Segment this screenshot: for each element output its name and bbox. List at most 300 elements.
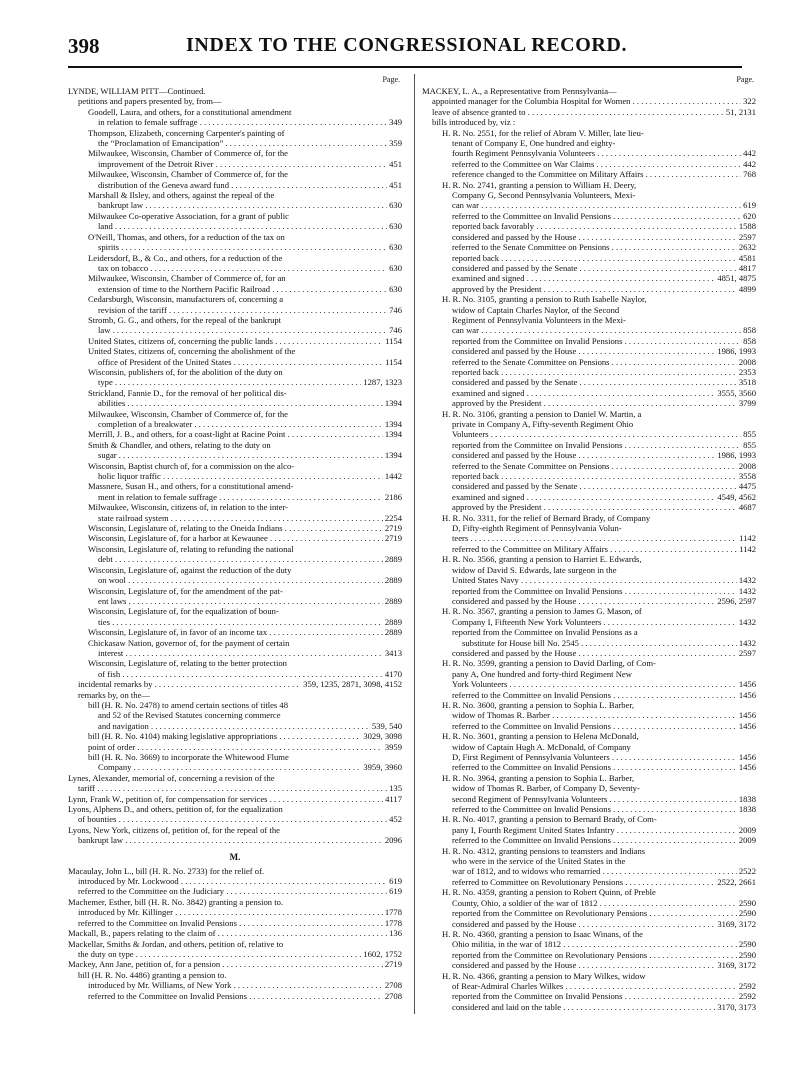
entry-text-line: referred to the Committee on Invalid Pensions . . . xyxy=(422,690,756,700)
entry-text-line: distribution of the Geneva award fund . . . xyxy=(68,180,402,190)
index-entry xyxy=(422,617,756,627)
page-reference: 4117 xyxy=(385,793,402,804)
entry-text-line: Cedarsburgh, Wisconsin, manufacturers of, concerning a xyxy=(88,294,284,305)
page-reference: 1456 xyxy=(738,710,756,721)
index-entry xyxy=(68,918,402,928)
entry-text-line: of Rear-Admiral Charles Wilkes . . . xyxy=(422,981,756,991)
index-entry xyxy=(422,804,756,814)
entry-text-line: introduced by Mr. Killinger . . . xyxy=(68,907,402,917)
index-entry xyxy=(422,263,756,273)
entry-text-line: substitute for House bill No. 2545 . . . xyxy=(422,638,756,648)
entry-text-line: considered and passed by the House . . . xyxy=(422,596,756,606)
entry-text-line: land . . . xyxy=(68,221,402,231)
page-reference: 2889 xyxy=(384,616,402,627)
page-reference: 1394 xyxy=(384,429,402,440)
page-reference: 1456 xyxy=(738,762,756,773)
entry-text-line: H. R. No. 3567, granting a pension to James G. Mason, of xyxy=(442,606,642,617)
entry-text-line: O'Neill, Thomas, and others, for a reduction of the tax on xyxy=(88,231,285,242)
index-entry xyxy=(422,502,756,512)
index-entry xyxy=(422,481,756,491)
entry-text-line: MACKEY, L. A., a Representative from Pennsylvania— xyxy=(422,86,617,96)
entry-text-line: Wisconsin, Baptist church of, for a commission on the alco- xyxy=(88,460,295,471)
page-reference: 451 xyxy=(389,179,402,190)
page-reference: 1838 xyxy=(738,793,756,804)
index-entry xyxy=(422,544,756,554)
page-reference: 746 xyxy=(389,304,402,315)
entry-text-line: petitions and papers presented by, from— xyxy=(78,96,222,107)
page-reference: 135 xyxy=(389,783,402,794)
page-reference: 2708 xyxy=(384,990,402,1001)
index-entry xyxy=(68,523,402,533)
index-entry xyxy=(422,377,756,387)
entry-text-line: state railroad system . . . xyxy=(68,513,402,523)
index-entry xyxy=(68,325,402,335)
index-entry xyxy=(68,200,402,210)
page-number: 398 xyxy=(68,34,100,58)
page-reference: 1986, 1993 xyxy=(717,450,756,461)
index-entry xyxy=(68,742,402,752)
page-reference: 2008 xyxy=(738,356,756,367)
entry-text-line: Massnere, Susan H., and others, for a constitutional amend- xyxy=(88,481,294,492)
page-reference: 619 xyxy=(389,886,402,897)
index-entry xyxy=(68,690,402,700)
entry-text-line: approved by the President . . . xyxy=(422,398,756,408)
entry-text-line: reported from the Committee on Invalid Pensions . . . xyxy=(422,991,756,1001)
entry-text-line: H. R. No. 3105, granting a pension to Ruth Isabelle Naylor, xyxy=(442,294,647,305)
index-entry xyxy=(68,242,402,252)
entry-text-line: H. R. No. 4366, granting a pension to Mary Wilkes, widow xyxy=(442,970,646,981)
page-reference: 620 xyxy=(743,210,756,221)
index-entry xyxy=(68,86,402,96)
entry-text-line: office of President of the United States . . . xyxy=(68,357,402,367)
page-reference: 2889 xyxy=(384,575,402,586)
page-reference: 1287, 1323 xyxy=(363,377,402,388)
index-entry xyxy=(422,471,756,481)
entry-text-line: law . . . xyxy=(68,325,402,335)
entry-text-line: revision of the tariff . . . xyxy=(68,305,402,315)
page-reference: 3799 xyxy=(738,398,756,409)
entry-text-line: bill (H. R. No. 3669) to incorporate the Whitewood Flume xyxy=(88,752,289,762)
entry-text-line: and 52 of the Revised Statutes concerning commerce xyxy=(98,710,281,721)
entry-text-line: widow of David S. Edwards, late surgeon in the xyxy=(452,564,617,575)
entry-text-line: interest . . . xyxy=(68,648,402,658)
index-entry xyxy=(68,554,402,564)
index-entry xyxy=(422,346,756,356)
index-entry xyxy=(422,429,756,439)
entry-text-line: H. R. No. 3106, granting a pension to Daniel W. Martin, a xyxy=(442,408,642,419)
entry-text-line: on wool . . . xyxy=(68,575,402,585)
entry-text-line: ties . . . xyxy=(68,617,402,627)
page-reference: 768 xyxy=(743,169,756,180)
page-header xyxy=(68,32,742,64)
entry-text-line: referred to the Committee on Invalid Pensions . . . xyxy=(68,991,402,1001)
entry-text-line: widow of Thomas R. Barber, of Company D, Seventy- xyxy=(452,783,640,794)
index-entry xyxy=(68,876,402,886)
entry-text-line: second Regiment of Pennsylvania Volunteers . . . xyxy=(422,794,756,804)
entry-text-line: Goodell, Laura, and others, for a constitutional amendment xyxy=(88,106,292,117)
page-reference: 2353 xyxy=(738,366,756,377)
index-entry xyxy=(422,232,756,242)
page-reference: 451 xyxy=(389,158,402,169)
entry-text-line: of bounties . . . xyxy=(68,814,402,824)
entry-text-line: Wisconsin, Legislature of, relating to the better protection xyxy=(88,658,287,669)
index-entry xyxy=(68,138,402,148)
entry-text-line: bill (H. R. No. 4104) making legislative appropriations . . . xyxy=(68,731,402,741)
page-reference: 4687 xyxy=(738,502,756,513)
entry-text-line: tenant of Company E, One hundred and eighty- xyxy=(452,138,616,149)
entry-text-line: considered and passed by the Senate . . . xyxy=(422,263,756,273)
entry-text-line: Milwaukee Co-operative Association, for a grant of public xyxy=(88,210,289,221)
entry-text-line: Wisconsin, publishers of, for the abolition of the duty on xyxy=(88,366,283,377)
entry-text-line: point of order . . . xyxy=(68,742,402,752)
page-reference: 2592 xyxy=(738,991,756,1002)
index-entry xyxy=(422,690,756,700)
entry-text-line: H. R. No. 4312, granting pensions to teamsters and Indians xyxy=(442,845,646,856)
entry-text-line: Strickland, Fannie D., for the removal of her political dis- xyxy=(88,387,287,398)
entry-text-line: reported from the Committee on Invalid Pensions as a xyxy=(452,627,638,638)
index-entry xyxy=(422,721,756,731)
entry-text-line: Milwaukee, Wisconsin, Chamber of Commerce of, for the xyxy=(88,148,288,159)
page-reference: 2590 xyxy=(738,939,756,950)
entry-text-line: H. R. No. 3566, granting a pension to Harriet E. Edwards, xyxy=(442,554,642,565)
page-reference: 452 xyxy=(389,814,402,825)
index-entry xyxy=(422,388,756,398)
entry-text-line: pany I, Fourth Regiment United States Infantry . . . xyxy=(422,825,756,835)
entry-text-line: sugar . . . xyxy=(68,450,402,460)
index-entry xyxy=(68,284,402,294)
page-reference: 4817 xyxy=(738,262,756,273)
entry-text-line: ment in relation to female suffrage . . . xyxy=(68,492,402,502)
entry-text-line: considered and passed by the House . . . xyxy=(422,450,756,460)
entry-text-line: can war . . . xyxy=(422,200,756,210)
index-entry xyxy=(422,898,756,908)
page-column-label: Page. xyxy=(382,75,400,84)
index-entry xyxy=(422,398,756,408)
header-rule xyxy=(68,66,742,68)
entry-text-line: H. R. No. 4360, granting a pension to Isaac Winans, of the xyxy=(442,928,643,939)
entry-text-line: referred to the Committee on Invalid Pensions . . . xyxy=(422,804,756,814)
index-entry xyxy=(68,794,402,804)
index-entry xyxy=(68,980,402,990)
entry-text-line: pany A, One hundred and forty-third Regiment New xyxy=(452,668,632,679)
entry-text-line: H. R. No. 2741, granting a pension to William H. Deery, xyxy=(442,179,637,190)
page-reference: 1142 xyxy=(739,533,756,544)
entry-text-line: considered and passed by the Senate . . . xyxy=(422,481,756,491)
index-entry xyxy=(68,305,402,315)
entry-text-line: incidental remarks by . . . xyxy=(68,679,402,689)
page-reference: 3558 xyxy=(738,471,756,482)
page-reference: 1986, 1993 xyxy=(717,346,756,357)
index-entry xyxy=(68,835,402,845)
index-entry xyxy=(422,648,756,658)
entry-text-line: who were in the service of the United States in the xyxy=(452,856,626,867)
index-entry xyxy=(68,575,402,585)
entry-text-line: in relation to female suffrage . . . xyxy=(68,117,402,127)
index-entry xyxy=(422,908,756,918)
index-entry xyxy=(68,533,402,543)
entry-text-line: bills introduced by, viz : xyxy=(432,117,516,128)
page-reference: 2597 xyxy=(738,231,756,242)
page-reference: 4581 xyxy=(738,252,756,263)
entry-text-line: Milwaukee, Wisconsin, citizens of, in relation to the inter- xyxy=(88,502,289,513)
page-reference: 442 xyxy=(743,158,756,169)
entry-text-line: Company I, Fifteenth New York Volunteers . . . xyxy=(422,617,756,627)
entry-text-line: completion of a breakwater . . . xyxy=(68,419,402,429)
index-entry xyxy=(422,461,756,471)
entry-text-line: examined and signed . . . xyxy=(422,388,756,398)
entry-text-line: considered and passed by the House . . . xyxy=(422,232,756,242)
page-reference: 1456 xyxy=(738,720,756,731)
page-reference: 4549, 4562 xyxy=(717,491,756,502)
page-reference: 322 xyxy=(743,96,756,107)
entry-text-line: Wisconsin, Legislature of, against the reduction of the duty xyxy=(88,564,292,575)
entry-text-line: H. R. No. 3964, granting a pension to Sophia L. Barber, xyxy=(442,772,635,783)
entry-text-line: Marshall & Ilsley, and others, against the repeal of the xyxy=(88,190,275,201)
entry-text-line: Leidersdorf, B., & Co., and others, for a reduction of the xyxy=(88,252,283,263)
page-reference: 3555, 3560 xyxy=(717,387,756,398)
entry-text-line: Wisconsin, Legislature of, for the equalization of boun- xyxy=(88,606,279,617)
entry-text-line: Mackellar, Smiths & Jordan, and others, petition of, relative to xyxy=(68,938,284,949)
page-reference: 3518 xyxy=(738,377,756,388)
entry-text-line: fourth Regiment Pennsylvania Volunteers . . . xyxy=(422,148,756,158)
entry-text-line: widow of Captain Charles Naylor, of the Second xyxy=(452,304,620,315)
page-reference: 51, 2131 xyxy=(725,106,756,117)
page-reference: 2590 xyxy=(738,949,756,960)
index-entry xyxy=(422,492,756,502)
entry-text-line: York Volunteers . . . xyxy=(422,679,756,689)
entry-text-line: reported from the Committee on Invalid Pensions . . . xyxy=(422,336,756,346)
index-entry xyxy=(68,627,402,637)
entry-text-line: considered and passed by the Senate . . . xyxy=(422,377,756,387)
entry-text-line: Ohio militia, in the war of 1812 . . . xyxy=(422,939,756,949)
index-entry xyxy=(422,169,756,179)
page-reference: 2522, 2661 xyxy=(717,876,756,887)
page-reference: 1154 xyxy=(385,335,402,346)
index-entry xyxy=(68,991,402,1001)
index-entry xyxy=(68,117,402,127)
entry-text-line: introduced by Mr. Lockwood . . . xyxy=(68,876,402,886)
page-reference: 3170, 3173 xyxy=(717,1001,756,1012)
index-entry xyxy=(422,919,756,929)
page-reference: 619 xyxy=(389,876,402,887)
page-reference: 2009 xyxy=(738,835,756,846)
page-reference: 3959, 3960 xyxy=(363,762,402,773)
page-reference: 630 xyxy=(389,200,402,211)
index-entry xyxy=(68,721,402,731)
page-reference: 855 xyxy=(743,439,756,450)
index-entry xyxy=(422,440,756,450)
index-entry xyxy=(422,367,756,377)
page-reference: 3169, 3172 xyxy=(717,918,756,929)
index-entry xyxy=(422,200,756,210)
index-entry xyxy=(68,814,402,824)
page-reference: 2719 xyxy=(384,533,402,544)
entry-text-line: type . . . xyxy=(68,377,402,387)
entry-text-line: Wisconsin, Legislature of, for the amendment of the pat- xyxy=(88,585,283,596)
entry-text-line: H. R. No. 3311, for the relief of Bernard Brady, of Company xyxy=(442,512,651,523)
entry-text-line: introduced by Mr. Williams, of New York . . . xyxy=(68,980,402,990)
entry-text-line: referred to the Committee on Invalid Pensions . . . xyxy=(422,835,756,845)
page-reference: 349 xyxy=(389,117,402,128)
entry-text-line: Smith & Chandler, and others, relating to the duty on xyxy=(88,439,271,450)
page-reference: 1394 xyxy=(384,419,402,429)
index-entry xyxy=(68,96,402,106)
page-reference: 3169, 3172 xyxy=(717,960,756,971)
page-reference: 2590 xyxy=(738,897,756,908)
index-entry xyxy=(422,148,756,158)
index-entry xyxy=(68,648,402,658)
entry-text-line: referred to the Committee on Invalid Pensions . . . xyxy=(422,762,756,772)
entry-text-line: H. R. No. 4017, granting a pension to Bernard Brady, of Com- xyxy=(442,814,657,825)
entry-text-line: Lynn, Frank W., petition of, for compensation for services . . . xyxy=(68,794,402,804)
index-entry xyxy=(422,242,756,252)
entry-text-line: considered and passed by the House . . . xyxy=(422,346,756,356)
index-entry xyxy=(68,928,402,938)
page-reference: 4475 xyxy=(738,481,756,492)
entry-text-line: referred to the Committee on Invalid Pensions . . . xyxy=(422,721,756,731)
entry-text-line: Regiment of Pennsylvania Volunteers in the Mexi- xyxy=(452,314,626,325)
entry-text-line: United States, citizens of, concerning the abolishment of the xyxy=(88,346,296,357)
index-entry xyxy=(422,96,756,106)
entry-text-line: Wisconsin, Legislature of, in favor of an income tax . . . xyxy=(68,627,402,637)
index-entry xyxy=(68,429,402,439)
page-reference: 1456 xyxy=(738,689,756,700)
index-entry xyxy=(422,221,756,231)
index-entry xyxy=(422,752,756,762)
entry-text-line: Wisconsin, Legislature of, relating to the Oneida Indians . . . xyxy=(68,523,402,533)
entry-text-line: bankrupt law . . . xyxy=(68,200,402,210)
index-entry xyxy=(68,159,402,169)
page-reference: 855 xyxy=(743,429,756,440)
page-reference: 630 xyxy=(389,242,402,253)
index-entry xyxy=(68,377,402,387)
index-entry xyxy=(422,877,756,887)
entry-text-line: considered and passed by the House . . . xyxy=(422,960,756,970)
entry-text-line: tax on tobacco . . . xyxy=(68,263,402,273)
page-reference: 1778 xyxy=(384,917,402,928)
index-entry xyxy=(422,866,756,876)
page-reference: 539, 540 xyxy=(371,720,402,731)
entry-text-line: of fish . . . xyxy=(68,669,402,679)
page-reference: 3959 xyxy=(384,741,402,752)
index-entry xyxy=(68,617,402,627)
page-reference: 359 xyxy=(389,138,402,149)
page-reference: 2592 xyxy=(738,980,756,991)
page-reference: 1142 xyxy=(739,543,756,554)
index-entry xyxy=(68,731,402,741)
entry-text-line: Company G, Second Pennsylvania Volunteers, Mexi- xyxy=(452,190,636,201)
index-entry xyxy=(68,263,402,273)
page-reference: 1456 xyxy=(738,752,756,762)
page-column-label: Page. xyxy=(736,75,754,84)
entry-text-line: Wisconsin, Legislature of, relating to refunding the national xyxy=(88,543,294,554)
index-entry xyxy=(422,638,756,648)
entry-text-line: remarks by, on the— xyxy=(78,689,150,700)
index-entry xyxy=(68,907,402,917)
index-entry xyxy=(68,492,402,502)
entry-text-line: H. R. No. 3600, granting a pension to Sophia L. Barber, xyxy=(442,699,635,710)
entry-text-line: improvement of the Detroit River . . . xyxy=(68,159,402,169)
index-entry xyxy=(68,783,402,793)
entry-text-line: considered and laid on the table . . . xyxy=(422,1002,756,1012)
page-reference: 858 xyxy=(743,325,756,336)
entry-text-line: considered and passed by the House . . . xyxy=(422,919,756,929)
page-title: INDEX TO THE CONGRESSIONAL RECORD. xyxy=(186,34,628,56)
entry-text-line: reported from the Committee on Revolutionary Pensions . . . xyxy=(422,950,756,960)
page-reference: 2708 xyxy=(384,980,402,991)
index-entry xyxy=(422,86,756,96)
entry-text-line: approved by the President . . . xyxy=(422,284,756,294)
index-entry xyxy=(68,513,402,523)
entry-text-line: referred to the Committee on Invalid Pensions . . . xyxy=(422,211,756,221)
page-reference: 359, 1235, 2871, 3098, 4152 xyxy=(303,679,402,690)
index-entry xyxy=(422,336,756,346)
entry-text-line: Company . . . xyxy=(68,762,402,772)
entry-text-line: Wisconsin, Legislature of, for a harbor at Kewaunee . . . xyxy=(68,533,402,543)
entry-text-line: Chickasaw Nation, governor of, for the payment of certain xyxy=(88,637,290,648)
page-reference: 2719 xyxy=(384,523,402,534)
index-entry xyxy=(68,970,402,980)
page-reference: 2590 xyxy=(738,908,756,919)
entry-text-line: United States, citizens of, concerning the public lands . . . xyxy=(68,336,402,346)
index-entry xyxy=(68,336,402,346)
index-entry xyxy=(422,825,756,835)
index-entry xyxy=(422,107,756,117)
index-entry xyxy=(422,159,756,169)
entry-text-line: referred to Committee on Revolutionary Pensions . . . xyxy=(422,877,756,887)
entry-text-line: Stromb, G. G., and others, for the repeal of the bankrupt xyxy=(88,314,282,325)
entry-text-line: private in Company A, Fifty-seventh Regiment Ohio xyxy=(452,419,634,429)
page-reference: 1778 xyxy=(384,907,402,918)
index-entry xyxy=(422,586,756,596)
page-reference: 1588 xyxy=(738,221,756,232)
entry-text-line: LYNDE, WILLIAM PITT—Continued. xyxy=(68,86,206,96)
entry-text-line: H. R. No. 3599, granting a pension to David Darling, of Com- xyxy=(442,658,656,669)
page-reference: 1394 xyxy=(384,398,402,409)
index-entry xyxy=(68,596,402,606)
page-reference: 1432 xyxy=(738,637,756,648)
entry-text-line: reference changed to the Committee on Military Affairs . . . xyxy=(422,169,756,179)
page-reference: 442 xyxy=(743,148,756,159)
page-reference: 630 xyxy=(389,221,402,232)
entry-text-line: Mackall, B., papers relating to the claim of . . . xyxy=(68,928,402,938)
entry-text-line: reported back . . . xyxy=(422,471,756,481)
entry-text-line: can war . . . xyxy=(422,325,756,335)
index-entry xyxy=(68,419,402,429)
entry-text-line: Milwaukee, Wisconsin, Chamber of Commerce of, for the xyxy=(88,408,288,419)
page-reference: 619 xyxy=(743,200,756,211)
entry-text-line: examined and signed . . . xyxy=(422,492,756,502)
entry-text-line: tariff . . . xyxy=(68,783,402,793)
entry-text-line: Volunteers . . . xyxy=(422,429,756,439)
entry-text-line: H. R. No. 2551, for the relief of Abram V. Miller, late lieu- xyxy=(442,127,644,138)
page-reference: 2596, 2597 xyxy=(717,595,756,606)
page-reference: 746 xyxy=(389,325,402,336)
entry-text-line: D, Fifty-eighth Regiment of Pennsylvania Volun- xyxy=(452,523,622,534)
entry-text-line: Macaulay, John L., bill (H. R. No. 2733) for the relief of. xyxy=(68,865,265,876)
index-entry xyxy=(422,117,756,127)
index-entry xyxy=(422,253,756,263)
entry-text-line: considered and passed by the House . . . xyxy=(422,648,756,658)
page-reference: 630 xyxy=(389,283,402,294)
page-reference: 2632 xyxy=(738,242,756,253)
page-reference: 1432 xyxy=(738,616,756,627)
index-entry xyxy=(68,866,402,876)
entry-text-line: war of 1812, and to widows who remarried . . . xyxy=(422,866,756,876)
index-entry xyxy=(68,471,402,481)
section-heading: M. xyxy=(229,851,241,862)
page-reference: 2719 xyxy=(384,959,402,970)
